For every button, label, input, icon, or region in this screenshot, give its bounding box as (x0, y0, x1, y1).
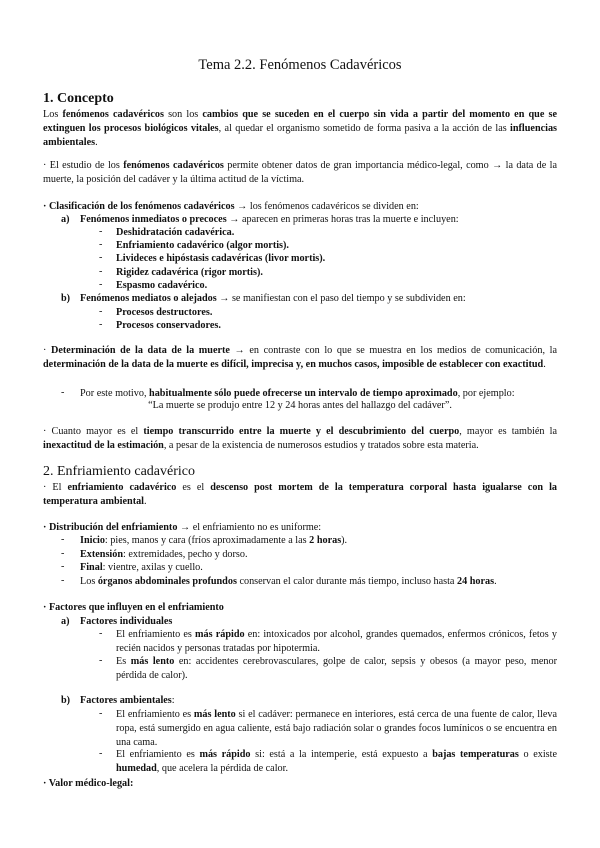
list-item: Rigidez cadavérica (rigor mortis). (116, 266, 263, 278)
text-run: es el (176, 482, 211, 493)
inmediatos-line (80, 213, 459, 226)
mediatos-label: Fenómenos mediatos o alejados (80, 293, 217, 304)
distribucion-text: → el enfriamiento no es uniforme: (177, 522, 322, 533)
list-item (116, 655, 557, 683)
text-run: : vientre, axilas y cuello. (102, 562, 203, 573)
text-run: enfriamiento cadavérico (67, 482, 177, 493)
factores-ambientales-title: Factores ambientales: (80, 695, 175, 706)
list-dash: - (99, 319, 103, 331)
text-run: · Cuanto mayor es el (43, 426, 144, 437)
list-item (80, 575, 497, 589)
list-item (116, 628, 557, 656)
list-item (80, 548, 248, 562)
list-dash: - (61, 575, 65, 586)
text-run: Inicio (80, 535, 105, 546)
text-run: si: está a la intemperie, está expuesto a (250, 749, 433, 760)
list-item: Deshidratación cadavérica. (116, 227, 235, 238)
list-label-fa: a) (61, 616, 70, 627)
text-run: Los (80, 576, 98, 587)
text-run: , mayor es también la (459, 426, 557, 437)
valor-line (43, 777, 133, 790)
text-run: . (95, 137, 98, 148)
text-run: : pies, manos y cara (fríos aproximadamente a las (104, 535, 310, 546)
list-dash: - (99, 708, 103, 719)
text-run: determinación de la data de la muerte es difícil, imprecisa y, en muchos casos, imposible de establecer con exactitud (43, 359, 544, 370)
text-run: 2 horas (309, 535, 342, 546)
factores-label: · Factores que influyen en el enfriamiento (43, 602, 224, 613)
mediatos-text: → se manifiestan con el paso del tiempo y se subdividen en: (216, 293, 466, 304)
paragraph-data-muerte (43, 344, 557, 372)
list-item: Procesos destructores. (116, 307, 213, 318)
text-run: tiempo transcurrido entre la muerte y el descubrimiento del cuerpo (143, 426, 460, 437)
text-run: más lento (193, 709, 236, 720)
text-run: son los (163, 109, 203, 120)
list-label-b: b) (61, 293, 71, 304)
list-dash: - (99, 655, 103, 666)
text-run: permite obtener datos de gran importancia médico-legal, como → la data de la muerte, la posición del cadáver y la última actitud de la víctima. (43, 160, 557, 185)
paragraph-tiempo (43, 425, 557, 453)
text-run: · El (43, 482, 68, 493)
text-run: más rápido (199, 749, 251, 760)
valor-label: · Valor médico-legal: (43, 778, 134, 789)
text-run: en: accidentes cerebrovasculares, golpe de calor, sepsis y obesos (a mayor peso, menor pérdida de calor). (116, 656, 558, 681)
list-item: Livideces e hipóstasis cadavéricas (livor mortis). (116, 253, 326, 265)
bullet-dash: - (61, 387, 65, 398)
list-label-fb: b) (61, 695, 71, 706)
list-item (116, 748, 557, 776)
text-run: . (543, 359, 546, 370)
list-item: Procesos conservadores. (116, 320, 221, 332)
text-run: fenómenos cadavéricos (123, 160, 224, 171)
text-run: Es (116, 656, 131, 667)
text-run: inexactitud de la estimación (43, 440, 164, 451)
clasificacion-label: · Clasificación de los fenómenos cadavéricos (43, 201, 235, 212)
text-run: , al quedar el organismo sometido de forma pasiva a la acción de las (218, 123, 511, 134)
text-run: conservan el calor durante más tiempo, incluso hasta (236, 576, 457, 587)
text-run: humedad (116, 763, 157, 774)
text-run: Final (80, 562, 103, 573)
list-dash: - (99, 265, 103, 277)
clasificacion-text: → los fenómenos cadavéricos se dividen en: (234, 201, 419, 212)
section-heading-concepto: 1. Concepto (43, 91, 114, 106)
list-item (116, 708, 557, 750)
section-heading-enfriamiento: 2. Enfriamiento cadavérico (43, 464, 195, 479)
motivo-line: Por este motivo, habitualmente sólo puede ofrecerse un intervalo de tiempo aproximado, por ejemplo: (80, 388, 515, 399)
list-item (80, 534, 347, 548)
text-run: bajas temperaturas (432, 749, 519, 760)
text-run: cambios que se suceden en el cuerpo sin vida a partir del momento en que se extinguen los procesos biológicos vitales (43, 109, 558, 134)
text-run: El enfriamiento es (116, 629, 196, 640)
factores-line (43, 601, 224, 614)
list-dash: - (99, 748, 103, 759)
list-dash: - (61, 534, 65, 545)
text-run: influencias ambientales (43, 123, 558, 148)
text-run: . (144, 496, 147, 507)
list-dash: - (61, 561, 65, 572)
factores-individuales-title: Factores individuales (80, 616, 173, 627)
text-run: descenso post mortem de la temperatura corporal hasta igualarse con la temperatura ambiental (43, 482, 558, 507)
text-run: , a pesar de la existencia de numerosos estudios y tratados sobre esta materia. (163, 440, 479, 451)
text-run: Determinación de la data de la muerte (51, 345, 230, 356)
text-run: Extensión (80, 549, 124, 560)
paragraph-estudio (43, 159, 557, 187)
mediatos-line (80, 292, 466, 305)
text-run: más lento (130, 656, 175, 667)
distribucion-line (43, 521, 321, 534)
text-run: órganos abdominales profundos (97, 576, 237, 587)
text-run: El enfriamiento es (116, 709, 194, 720)
text-run: . (494, 576, 497, 587)
text-run: en: intoxicados por alcohol, grandes quemados, enfermos crónicos, fetos y recién nacidos y personas tratadas por hipotermia. (116, 629, 557, 654)
paragraph-concepto (43, 108, 557, 150)
clasificacion-line (43, 200, 419, 213)
list-dash: - (61, 548, 65, 559)
list-dash: - (99, 252, 103, 264)
text-run: · El estudio de los (43, 160, 124, 171)
page-title: Tema 2.2. Fenómenos Cadavéricos (198, 57, 402, 73)
text-run: o existe (518, 749, 557, 760)
paragraph-enfriamiento (43, 481, 557, 509)
inmediatos-text: → aparecen en primeras horas tras la muerte e incluyen: (226, 214, 459, 225)
text-run: → en contraste con lo que se muestra en los medios de comunicación, la (229, 345, 557, 356)
motivo-bold: habitualmente sólo puede ofrecerse un intervalo de tiempo aproximado (149, 388, 458, 399)
list-dash: - (99, 278, 103, 290)
quote-line: “La muerte se produjo entre 12 y 24 horas antes del hallazgo del cadáver”. (148, 400, 452, 411)
list-item: Enfriamiento cadavérico (algor mortis). (116, 240, 289, 252)
text-run: · (43, 345, 52, 356)
list-dash: - (99, 239, 103, 251)
text-run: más rápido (195, 629, 245, 640)
text-run: El enfriamiento es (116, 749, 200, 760)
text-run: ). (341, 535, 348, 546)
inmediatos-label: Fenómenos inmediatos o precoces (80, 214, 227, 225)
text-run: si el cadáver: permanece en interiores, está cerca de una fuente de calor, lleva ropa, está sumergido en agua caliente, está bajo radiación solar o grandes focos lumínicos o se encuentra en una cama. (116, 709, 557, 748)
list-dash: - (99, 306, 103, 317)
list-label-a: a) (61, 214, 70, 225)
list-item (80, 561, 203, 575)
distribucion-label: · Distribución del enfriamiento (43, 522, 178, 533)
text-run: 24 horas (457, 576, 495, 587)
text-run: , que acelera la pérdida de calor. (156, 763, 288, 774)
list-item: Espasmo cadavérico. (116, 279, 208, 291)
list-dash: - (99, 628, 103, 639)
text-run: fenómenos cadavéricos (62, 109, 164, 120)
text-run: Los (43, 109, 63, 120)
text-run: : extremidades, pecho y dorso. (123, 549, 248, 560)
list-dash: - (99, 226, 103, 237)
